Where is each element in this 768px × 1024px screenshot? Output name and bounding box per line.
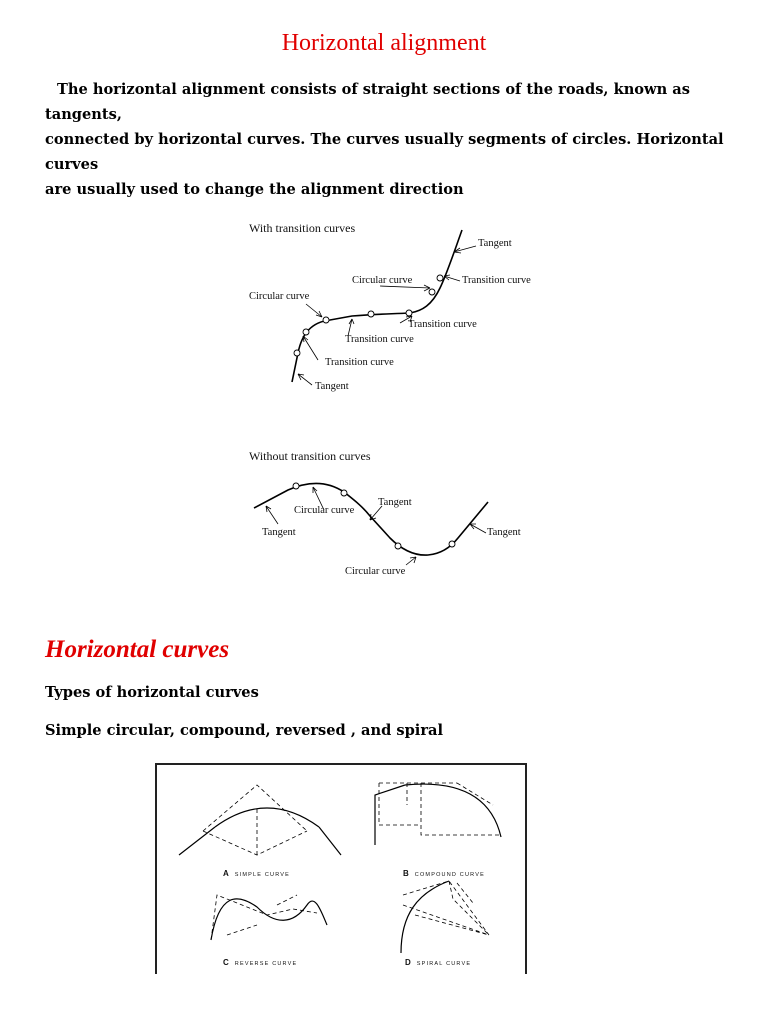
figure-caption: With transition curves: [249, 221, 356, 235]
label-circular-curve-left: Circular curve: [249, 291, 310, 302]
with-transition-curves-figure: [240, 218, 550, 393]
label-circular-curve-left: Circular curve: [294, 505, 355, 516]
caption-spiral-curve: D SPIRAL CURVE: [405, 958, 472, 967]
label-tangent-mid: Tangent: [378, 497, 412, 508]
page-title: Horizontal alignment: [281, 30, 487, 56]
label-tangent-top: Tangent: [478, 238, 512, 249]
caption-simple-curve: A SIMPLE CURVE: [223, 869, 291, 878]
without-transition-diagram: [240, 446, 540, 586]
label-transition-curve-center: Transition curve: [345, 334, 414, 345]
without-transition-curves-figure: [240, 446, 540, 586]
label-circular-curve-bottom: Circular curve: [345, 566, 406, 577]
intro-paragraph: The horizontal alignment consists of straight sections of the roads, known as tangents, connected by horizontal curves. The curves usually segments of circles. Horizontal curves are usually used to change the alignment direction: [45, 81, 724, 198]
label-tangent-left: Tangent: [262, 527, 296, 538]
label-transition-curve-mid: Transition curve: [408, 319, 477, 330]
types-heading: Types of horizontal curves: [45, 684, 259, 701]
curve-types-panel: [155, 763, 527, 974]
label-circular-curve-top: Circular curve: [352, 275, 413, 286]
figure-caption: Without transition curves: [249, 449, 371, 463]
caption-reverse-curve: C REVERSE CURVE: [223, 958, 298, 967]
label-tangent-bottom: Tangent: [315, 381, 349, 392]
types-list: Simple circular, compound, reversed , and spiral: [45, 722, 444, 739]
label-transition-curve-right: Transition curve: [462, 275, 531, 286]
section-heading: Horizontal curves: [45, 636, 230, 663]
caption-compound-curve: B COMPOUND CURVE: [403, 869, 485, 878]
label-tangent-right: Tangent: [487, 527, 521, 538]
label-transition-curve-low: Transition curve: [325, 357, 394, 368]
